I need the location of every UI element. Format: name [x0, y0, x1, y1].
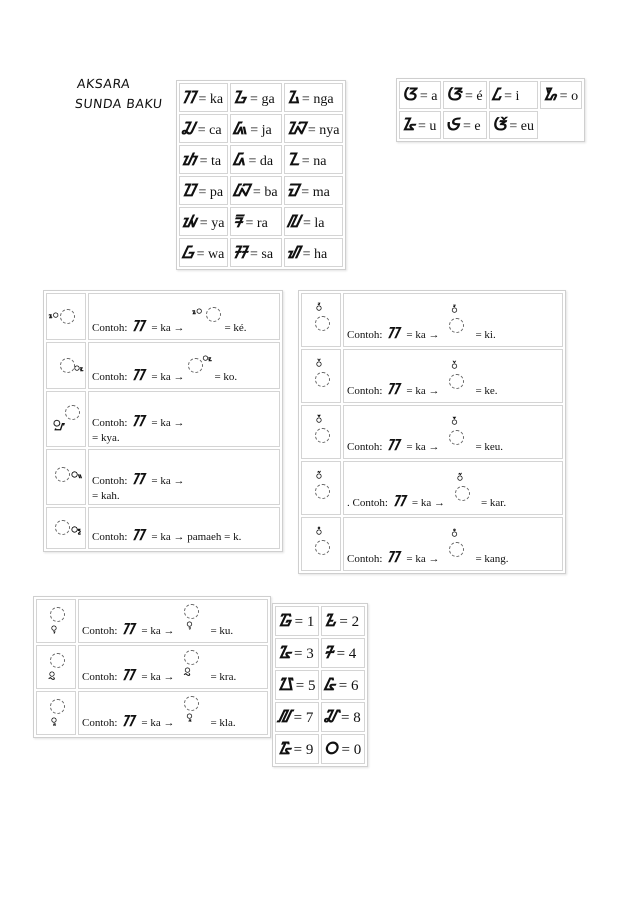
- dotted-circle-icon: [55, 467, 70, 482]
- number-cell: ᮹= 9: [275, 734, 319, 764]
- table-row: [275, 638, 365, 668]
- dotted-circle-icon: [315, 428, 330, 443]
- example-arrow: = ka →: [406, 385, 440, 397]
- dotted-circle-icon: [65, 405, 80, 420]
- example-label: Contoh:: [92, 322, 128, 334]
- number-cell: ᮴= 4: [321, 638, 365, 668]
- mark-sign-cell: [46, 391, 86, 447]
- mark-glyph: ᮨ: [316, 358, 322, 370]
- sundanese-digit: ᮰: [324, 739, 341, 759]
- sundanese-glyph: ᮄ: [491, 85, 504, 105]
- table-row: [36, 691, 268, 735]
- mark-glyph: ᮩ: [316, 414, 322, 426]
- example-label: Contoh:: [92, 531, 128, 543]
- consonant-cell: ᮎ= ca: [179, 114, 228, 143]
- number-cell: ᮶= 6: [321, 670, 365, 700]
- dotted-circle-icon: [206, 307, 221, 322]
- example-label: Contoh:: [347, 553, 383, 565]
- consonant-cell: ᮙ= ma: [284, 176, 344, 205]
- sundanese-glyph: ᮇ: [542, 85, 560, 105]
- dotted-circle-icon: [60, 358, 75, 373]
- number-cell: ᮵= 5: [275, 670, 319, 700]
- dotted-circle-icon: [50, 607, 65, 622]
- table-row: [301, 405, 563, 459]
- latin-value: ka: [209, 91, 224, 107]
- example-cell: [78, 599, 268, 643]
- example-result: = kah.: [92, 490, 120, 502]
- dotted-circle-icon: [449, 374, 464, 389]
- ka-glyph: ᮊ: [122, 620, 137, 638]
- latin-value: ya: [211, 215, 225, 231]
- example-arrow: = ka →: [151, 475, 185, 487]
- sundanese-glyph: ᮜ: [286, 211, 303, 232]
- sundanese-glyph: ᮘ: [233, 180, 253, 201]
- consonant-table: [176, 80, 346, 270]
- table-row: [275, 606, 365, 636]
- example-result: = keu.: [475, 441, 504, 453]
- example-cell: [88, 391, 280, 447]
- consonant-cell: ᮕ= pa: [179, 176, 228, 205]
- latin-digit: 8: [353, 710, 361, 726]
- example-label: . Contoh:: [347, 497, 388, 509]
- mark-glyph: ᮀ: [316, 526, 322, 538]
- sundanese-digit: ᮱: [277, 611, 294, 631]
- dotted-circle-icon: [50, 653, 65, 668]
- table-row: [399, 81, 582, 109]
- sundanese-digit: ᮳: [277, 643, 294, 663]
- example-mark-glyph: ᮀ: [451, 529, 458, 540]
- consonant-cell: ᮛ= ra: [230, 207, 281, 236]
- sundanese-glyph: ᮛ: [233, 211, 245, 232]
- title-line-1: AKSARA: [76, 76, 132, 91]
- table-row: [179, 114, 343, 143]
- mark-sign-cell: [46, 293, 86, 340]
- sundanese-glyph: ᮒ: [181, 149, 200, 170]
- example-label: Contoh:: [82, 625, 118, 637]
- sundanese-digit: ᮹: [277, 739, 294, 759]
- title-line-2: SUNDA BAKU: [74, 96, 164, 111]
- example-result: = ké.: [224, 322, 247, 334]
- sundanese-digit: ᮵: [277, 675, 296, 695]
- example-label: Contoh:: [347, 385, 383, 397]
- consonant-cell: ᮠ= ha: [284, 238, 344, 267]
- dotted-circle-icon: [184, 650, 199, 665]
- sundanese-digit: ᮷: [277, 707, 294, 727]
- table-row: [46, 391, 280, 447]
- example-cell: [88, 449, 280, 505]
- mark-sign-cell: [36, 599, 76, 643]
- example-mark-glyph: ᮤ: [451, 305, 458, 316]
- vowel-mark-table-left: [43, 290, 283, 552]
- example-result: = ki.: [475, 329, 496, 341]
- sundanese-glyph: ᮠ: [286, 242, 303, 263]
- latin-value: é: [476, 89, 483, 104]
- latin-digit: 1: [306, 614, 315, 630]
- example-result: = kang.: [475, 553, 509, 565]
- latin-value: pa: [209, 184, 224, 200]
- latin-value: a: [431, 89, 438, 104]
- consonant-cell: ᮍ= nga: [284, 83, 344, 112]
- table-row: [301, 517, 563, 571]
- ka-glyph: ᮊ: [132, 412, 147, 430]
- table-row: [179, 145, 343, 174]
- table-row: [179, 176, 343, 205]
- latin-value: ha: [314, 246, 328, 262]
- sundanese-glyph: ᮍ: [286, 87, 302, 108]
- mark-glyph: ᮡ: [53, 415, 64, 431]
- mark-sign-cell: [46, 449, 86, 505]
- example-mark-glyph: ᮩ: [451, 417, 458, 428]
- latin-value: ja: [261, 122, 272, 138]
- empty-cell: [540, 111, 582, 139]
- example-cell: [343, 293, 563, 347]
- example-label: Contoh:: [347, 441, 383, 453]
- table-row: [301, 461, 563, 515]
- sundanese-glyph: ᮔ: [286, 149, 302, 170]
- latin-value: o: [571, 89, 579, 104]
- dotted-circle-icon: [60, 309, 75, 324]
- latin-value: da: [259, 153, 274, 169]
- table-row: [301, 349, 563, 403]
- example-mark-glyph: ᮣ: [186, 711, 193, 722]
- sundanese-glyph: ᮊ: [181, 87, 198, 108]
- example-arrow: = ka →: [406, 553, 440, 565]
- consonant-cell: ᮑ= nya: [284, 114, 344, 143]
- mark-glyph: ᮦ: [49, 310, 59, 321]
- example-label: Contoh:: [92, 417, 128, 429]
- latin-digit: 9: [305, 742, 314, 758]
- example-label: Contoh:: [347, 329, 383, 341]
- example-cell: [343, 461, 563, 515]
- consonant-cell: ᮓ= da: [230, 145, 281, 174]
- example-arrow: = ka →: [141, 625, 175, 637]
- mark-sign-cell: [46, 342, 86, 389]
- latin-digit: 6: [350, 678, 359, 694]
- number-cell: ᮰= 0: [321, 734, 365, 764]
- sundanese-digit: ᮲: [324, 611, 339, 631]
- latin-digit: 4: [348, 646, 357, 662]
- latin-digit: 3: [306, 646, 314, 662]
- example-label: Contoh:: [92, 371, 128, 383]
- latin-value: la: [314, 215, 325, 231]
- latin-value: ca: [209, 122, 222, 138]
- table-row: [46, 507, 280, 549]
- example-cell: [343, 349, 563, 403]
- vowel-cell: ᮈ= e: [443, 111, 486, 139]
- sundanese-glyph: ᮉ: [491, 115, 509, 135]
- latin-value: i: [515, 89, 520, 104]
- sundanese-glyph: ᮚ: [181, 211, 200, 232]
- example-mark-glyph: ᮧ: [202, 353, 213, 364]
- example-cell: [78, 691, 268, 735]
- consonant-cell: ᮘ= ba: [230, 176, 281, 205]
- number-cell: ᮱= 1: [275, 606, 319, 636]
- example-result: = kya.: [92, 432, 120, 444]
- mark-glyph: ᮥ: [51, 622, 57, 634]
- mark-glyph: ᮂ: [71, 466, 83, 481]
- sundanese-digit: ᮶: [324, 675, 339, 695]
- sundanese-glyph: ᮞ: [233, 242, 250, 263]
- number-table: [272, 603, 368, 767]
- dotted-circle-icon: [188, 358, 203, 373]
- table-row: [179, 238, 343, 267]
- example-mark-glyph: ᮦ: [192, 306, 203, 317]
- example-mark-glyph: ᮢ: [184, 665, 191, 676]
- sundanese-glyph: ᮝ: [181, 242, 197, 263]
- mark-sign-cell: [301, 461, 341, 515]
- example-cell: [88, 507, 280, 549]
- dotted-circle-icon: [184, 696, 199, 711]
- ka-glyph: ᮊ: [122, 666, 137, 684]
- latin-digit: 7: [305, 710, 314, 726]
- latin-value: ra: [256, 215, 268, 231]
- vowel-cell: ᮅ= u: [399, 111, 441, 139]
- mark-sign-cell: [36, 645, 76, 689]
- vowel-cell: ᮇ= o: [540, 81, 582, 109]
- sundanese-glyph: ᮓ: [233, 149, 248, 170]
- sundanese-glyph: ᮑ: [286, 118, 308, 139]
- latin-value: nga: [313, 91, 334, 107]
- table-row: [399, 111, 582, 139]
- dotted-circle-icon: [449, 430, 464, 445]
- ka-glyph: ᮊ: [387, 436, 402, 454]
- example-result: = ku.: [210, 625, 234, 637]
- latin-value: ta: [211, 153, 222, 169]
- number-cell: ᮲= 2: [321, 606, 365, 636]
- table-row: [275, 670, 365, 700]
- mark-glyph: ᮣ: [51, 714, 57, 726]
- consonant-cell: ᮌ= ga: [230, 83, 281, 112]
- vowel-mark-table-right: [298, 290, 566, 574]
- consonant-cell: ᮞ= sa: [230, 238, 281, 267]
- table-row: [46, 449, 280, 505]
- latin-value: u: [429, 119, 437, 134]
- dotted-circle-icon: [315, 540, 330, 555]
- sundanese-glyph: ᮕ: [181, 180, 198, 201]
- mark-glyph: ᮧ: [74, 363, 84, 374]
- latin-value: na: [313, 153, 327, 169]
- example-arrow: = ka →: [151, 322, 185, 334]
- sundanese-digit: ᮴: [324, 643, 336, 663]
- latin-value: ma: [312, 184, 330, 200]
- consonant-cell: ᮒ= ta: [179, 145, 228, 174]
- dotted-circle-icon: [315, 484, 330, 499]
- ka-glyph: ᮊ: [387, 548, 402, 566]
- vowel-cell: ᮃ= a: [399, 81, 441, 109]
- example-arrow: = ka →: [141, 671, 175, 683]
- page-title: [74, 74, 166, 114]
- table-row: [275, 702, 365, 732]
- number-cell: ᮳= 3: [275, 638, 319, 668]
- latin-value: e: [474, 119, 481, 134]
- table-row: [179, 207, 343, 236]
- example-cell: [88, 293, 280, 340]
- number-cell: ᮸= 8: [321, 702, 365, 732]
- mark-sign-cell: [301, 293, 341, 347]
- mark-sign-cell: [46, 507, 86, 549]
- mark-sign-cell: [301, 517, 341, 571]
- vowel-cell: ᮄ= i: [489, 81, 538, 109]
- example-mark-glyph: ᮥ: [186, 619, 193, 630]
- latin-digit: 0: [353, 742, 362, 758]
- example-arrow: = ka → pamaeh = k.: [151, 531, 242, 543]
- latin-value: sa: [261, 246, 274, 262]
- consonant-cell: ᮚ= ya: [179, 207, 228, 236]
- consonant-cell: ᮏ= ja: [230, 114, 281, 143]
- mark-glyph: ᮪: [71, 521, 82, 536]
- latin-value: wa: [208, 246, 225, 262]
- example-result: = kar.: [480, 497, 507, 509]
- example-label: Contoh:: [82, 717, 118, 729]
- ka-glyph: ᮊ: [132, 526, 147, 544]
- table-row: [36, 645, 268, 689]
- number-cell: ᮷= 7: [275, 702, 319, 732]
- mark-sign-cell: [36, 691, 76, 735]
- table-row: [301, 293, 563, 347]
- mark-sign-cell: [301, 349, 341, 403]
- latin-value: ba: [264, 184, 278, 200]
- sundanese-glyph: ᮃ: [401, 85, 420, 105]
- table-row: [46, 293, 280, 340]
- example-arrow: = ka →: [406, 329, 440, 341]
- example-result: = ko.: [214, 371, 238, 383]
- example-label: Contoh:: [92, 475, 128, 487]
- latin-value: eu: [520, 119, 534, 134]
- sundanese-digit: ᮸: [324, 707, 341, 727]
- ka-glyph: ᮊ: [132, 470, 147, 488]
- example-arrow: = ka →: [151, 417, 185, 429]
- ka-glyph: ᮊ: [387, 324, 402, 342]
- mark-glyph: ᮁ: [316, 470, 322, 482]
- example-mark-glyph: ᮨ: [451, 361, 458, 372]
- example-result: = ke.: [475, 385, 498, 397]
- vowel-cell: ᮆ= é: [443, 81, 486, 109]
- ka-glyph: ᮊ: [132, 366, 147, 384]
- ka-glyph: ᮊ: [392, 492, 408, 510]
- consonant-cell: ᮊ= ka: [179, 83, 228, 112]
- vowel-mark-table-bottom: [33, 596, 271, 738]
- mark-glyph: ᮢ: [49, 668, 55, 680]
- latin-digit: 2: [351, 614, 360, 630]
- example-cell: [78, 645, 268, 689]
- ka-glyph: ᮊ: [387, 380, 402, 398]
- example-cell: [88, 342, 280, 389]
- dotted-circle-icon: [55, 520, 70, 535]
- vowel-cell: ᮉ= eu: [489, 111, 538, 139]
- table-row: [36, 599, 268, 643]
- dotted-circle-icon: [455, 486, 470, 501]
- example-arrow: = ka →: [411, 497, 445, 509]
- consonant-cell: ᮝ= wa: [179, 238, 228, 267]
- example-result: = kra.: [210, 671, 237, 683]
- table-row: [46, 342, 280, 389]
- example-arrow: = ka →: [406, 441, 440, 453]
- consonant-cell: ᮔ= na: [284, 145, 344, 174]
- dotted-circle-icon: [50, 699, 65, 714]
- sundanese-glyph: ᮙ: [286, 180, 301, 201]
- mark-sign-cell: [301, 405, 341, 459]
- example-arrow: = ka →: [141, 717, 175, 729]
- example-cell: [343, 517, 563, 571]
- consonant-cell: ᮜ= la: [284, 207, 344, 236]
- example-label: Contoh:: [82, 671, 118, 683]
- table-row: [179, 83, 343, 112]
- ka-glyph: ᮊ: [132, 317, 147, 335]
- example-result: = kla.: [210, 717, 236, 729]
- sundanese-glyph: ᮈ: [446, 115, 463, 135]
- sundanese-glyph: ᮅ: [401, 115, 418, 135]
- example-cell: [343, 405, 563, 459]
- dotted-circle-icon: [315, 316, 330, 331]
- sundanese-glyph: ᮎ: [181, 118, 198, 139]
- latin-value: ga: [261, 91, 275, 107]
- dotted-circle-icon: [449, 542, 464, 557]
- latin-digit: 5: [307, 678, 316, 694]
- dotted-circle-icon: [184, 604, 199, 619]
- dotted-circle-icon: [449, 318, 464, 333]
- example-arrow: = ka →: [151, 371, 185, 383]
- sundanese-glyph: ᮆ: [446, 85, 465, 105]
- vowel-table: [396, 78, 585, 142]
- sundanese-glyph: ᮌ: [233, 87, 250, 108]
- ka-glyph: ᮊ: [122, 712, 137, 730]
- mark-glyph: ᮤ: [316, 302, 322, 314]
- dotted-circle-icon: [315, 372, 330, 387]
- table-row: [275, 734, 365, 764]
- latin-value: nya: [319, 122, 340, 138]
- sundanese-glyph: ᮏ: [233, 118, 250, 139]
- example-mark-glyph: ᮁ: [456, 473, 463, 484]
